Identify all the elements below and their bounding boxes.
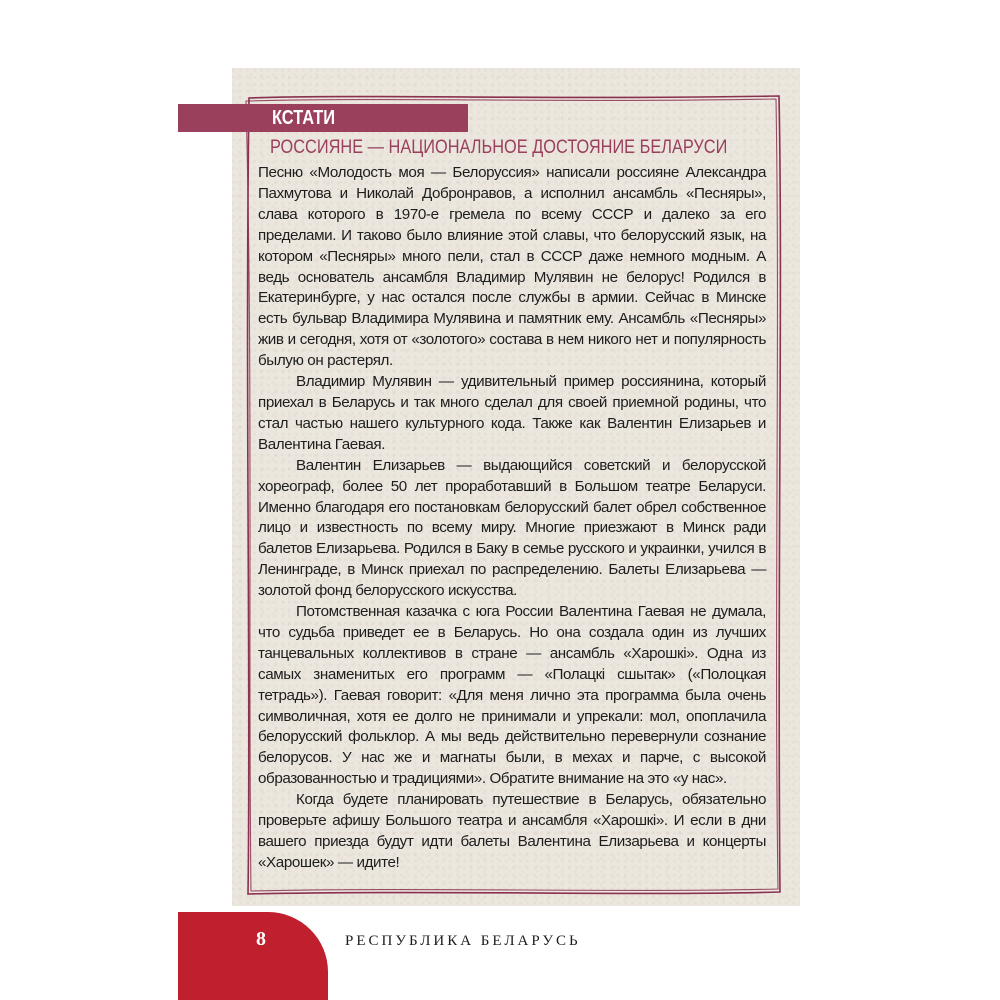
paragraph-5: Когда будете планировать путешествие в Беларусь, обязательно проверьте афишу Большого театра и ансамбля «Харошкі». И если в дни вашего приезда будут идти балеты Валентина Елизарьева и концерты «Харошек» — идите! bbox=[258, 791, 766, 871]
paragraph-3: Валентин Елизарьев — выдающийся советский и белорусской хореограф, более 50 лет проработавший в Большом театре Беларуси. Именно благодаря его постановкам белорусский балет обрел собственное лицо и известность по всему миру. Многие приезжают в Минск ради балетов Елизарьева. Родился в Баку в семье русского и украинки, учился в Ленинграде, в Минск приехал по распределению. Балеты Елизарьева — золотой фонд белорусского искусства. bbox=[258, 456, 766, 600]
paragraph-4: Потомственная казачка с юга России Валентина Гаевая не думала, что судьба приведет ее в Беларусь. Но она создала один из лучших танцевальных коллективов в стране — ансамбль «Харошкі». Одна из самых знаменитых его программ — «Полацкі сшытак» («Полоцкая тетрадь»). Гаевая говорит: «Для меня лично эта программа была очень символичная, хотя ее долго не принимали и упрекали: мол, опоплачила белорусский фольклор. А мы ведь действительно перевернули сознание белорусов. У нас же и магнаты были, в мехах и парче, с высокой образованностью и традициями». Обратите внимание на это «у нас». bbox=[258, 603, 766, 788]
footer-red-tab bbox=[178, 912, 328, 1000]
sidebar-body bbox=[258, 163, 766, 874]
sidebar-title: РОССИЯНЕ — НАЦИОНАЛЬНОЕ ДОСТОЯНИЕ БЕЛАРУСИ bbox=[270, 137, 728, 158]
kstati-label: КСТАТИ bbox=[272, 107, 336, 129]
page-number: 8 bbox=[256, 928, 266, 950]
paragraph-1: Песню «Молодость моя — Белоруссия» написали россияне Александра Пахмутова и Николай Добронравов, а исполнил ансамбль «Песняры», слава которого в 1970-е гремела по всему СССР и далеко за его пределами. И таково было влияние этой славы, что белорусский язык, на котором «Песняры» много пели, стал в СССР даже немного модным. А ведь основатель ансамбля Владимир Мулявин не белорус! Родился в Екатеринбурге, у нас остался после службы в армии. Сейчас в Минске есть бульвар Владимира Мулявина и памятник ему. Ансамбль «Песняры» жив и сегодня, хотя от «золотого» состава в нем никого нет и популярность былую он растерял. bbox=[258, 164, 766, 370]
paragraph-2: Владимир Мулявин — удивительный пример россиянина, который приехал в Беларусь и так много сделал для своей приемной родины, что стал частью нашего культурного кода. Также как Валентин Елизарьев и Валентина Гаевая. bbox=[258, 373, 766, 453]
running-title: РЕСПУБЛИКА БЕЛАРУСЬ bbox=[345, 933, 581, 949]
